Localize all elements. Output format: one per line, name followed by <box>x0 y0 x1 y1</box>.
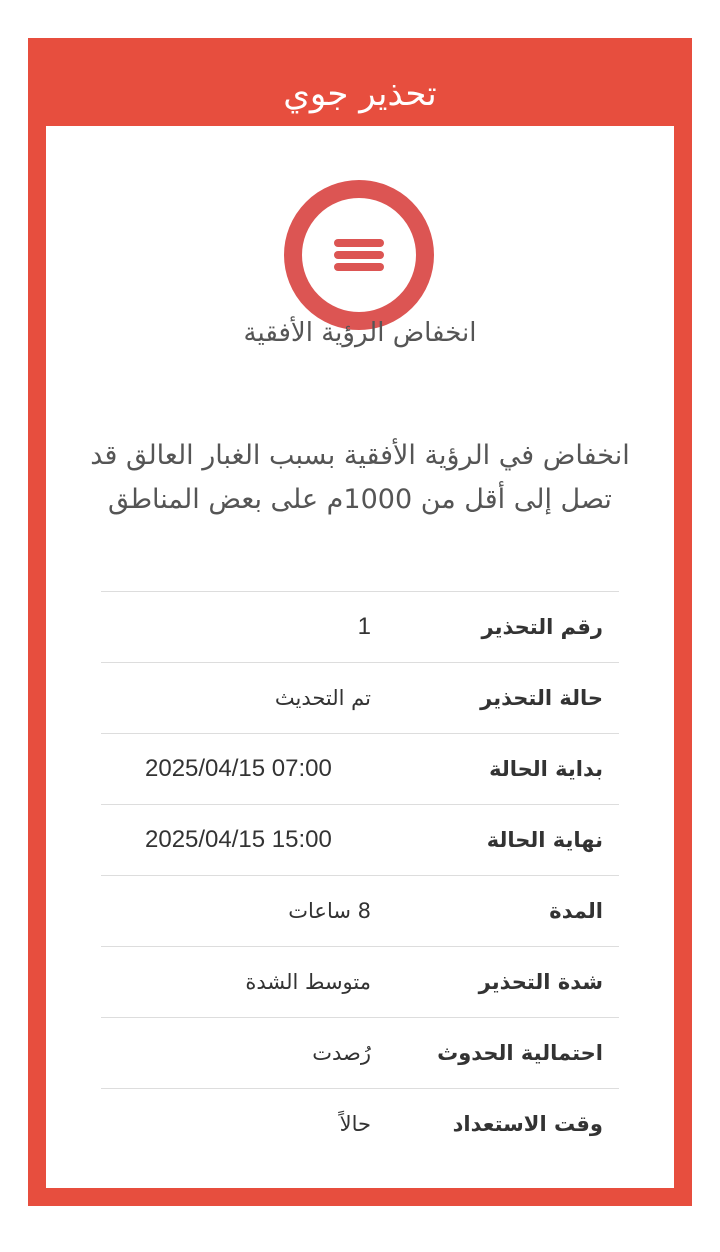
detail-value: متوسط الشدة <box>245 970 371 994</box>
detail-value: رُصدت <box>312 1041 371 1065</box>
detail-value: 1 <box>357 613 371 640</box>
detail-label: حالة التحذير <box>480 686 603 710</box>
detail-row-duration <box>101 875 619 946</box>
detail-value: حالاً <box>339 1112 371 1136</box>
detail-label: بداية الحالة <box>489 757 603 781</box>
detail-label: وقت الاستعداد <box>452 1112 603 1136</box>
detail-row-severity <box>101 946 619 1017</box>
card-title: تحذير جوي <box>283 74 437 114</box>
detail-label: المدة <box>549 899 603 923</box>
horizontal-lines-icon <box>284 180 434 330</box>
detail-label: نهاية الحالة <box>486 828 603 852</box>
detail-value: تم التحديث <box>274 686 371 710</box>
detail-value: 2025/04/15 15:00 <box>145 826 332 853</box>
event-name: انخفاض الرؤية الأفقية <box>243 318 477 348</box>
details-table <box>101 591 619 1159</box>
detail-row-probability <box>101 1017 619 1088</box>
detail-row-end <box>101 804 619 875</box>
weather-warning-card <box>28 38 692 1206</box>
event-description: انخفاض في الرؤية الأفقية بسبب الغبار العالق قد تصل إلى أقل من 1000م على بعض المناطق <box>90 440 630 515</box>
detail-row-warning-number <box>101 591 619 662</box>
detail-label: رقم التحذير <box>481 615 603 639</box>
detail-label: شدة التحذير <box>478 970 603 994</box>
detail-row-readiness <box>101 1088 619 1159</box>
detail-row-warning-status <box>101 662 619 733</box>
detail-value: 2025/04/15 07:00 <box>145 755 332 782</box>
card-body <box>46 126 674 1188</box>
detail-value: 8 ساعات <box>288 899 371 923</box>
detail-row-start <box>101 733 619 804</box>
detail-label: احتمالية الحدوث <box>437 1041 603 1065</box>
